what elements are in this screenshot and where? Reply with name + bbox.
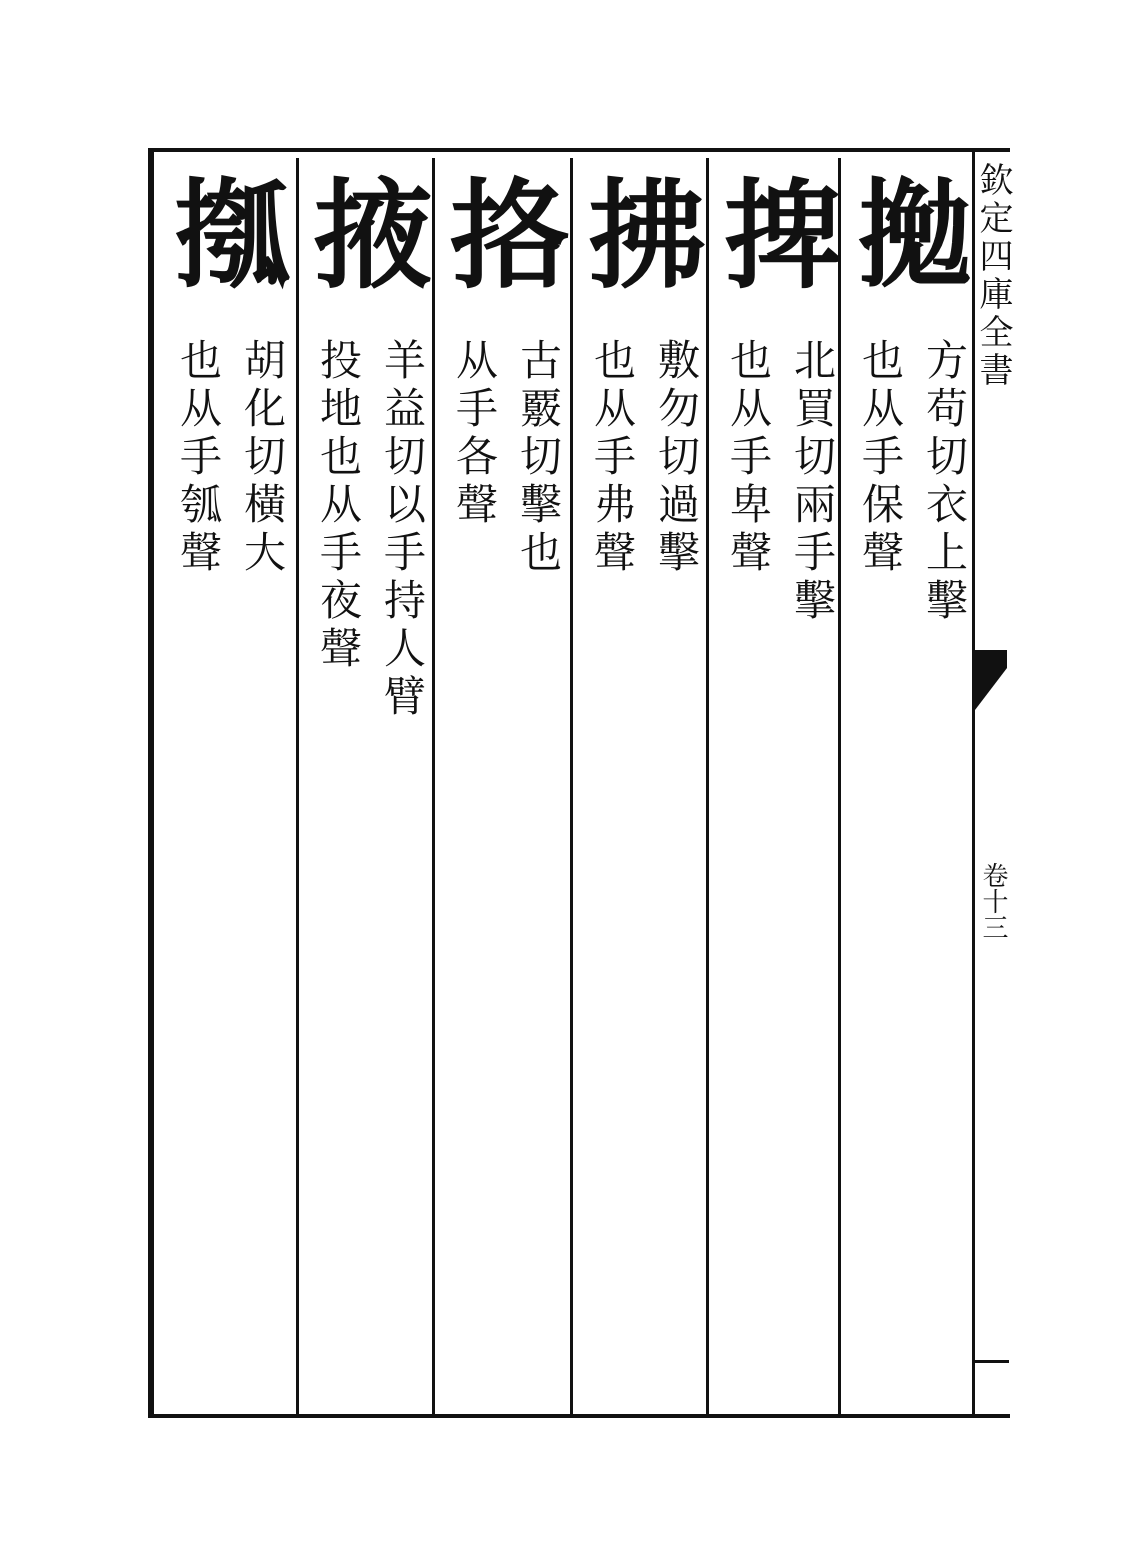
dictionary-entry xyxy=(436,158,568,1408)
seal-character: 捭 xyxy=(723,166,828,305)
gloss-line: 也从手保聲 xyxy=(856,338,905,578)
column-rule xyxy=(296,158,299,1414)
seal-character: 摦 xyxy=(173,166,278,305)
dictionary-entry xyxy=(300,158,432,1408)
margin-tick xyxy=(975,1360,1009,1363)
gloss-line: 方苟切衣上擊 xyxy=(920,338,969,626)
gloss-line: 也从手弗聲 xyxy=(588,338,637,578)
gloss-line: 敷勿切過擊 xyxy=(652,338,701,578)
juan-label: 卷十三 xyxy=(978,862,1008,940)
dictionary-entry xyxy=(842,158,974,1408)
gloss-line: 北買切兩手擊 xyxy=(788,338,837,626)
seal-character: 挌 xyxy=(449,166,554,305)
column-rule xyxy=(570,158,573,1414)
column-rule xyxy=(706,158,709,1414)
fishtail-mark xyxy=(975,650,1007,710)
gloss-line: 古覈切擊也 xyxy=(514,338,563,578)
gloss-line: 投地也从手夜聲 xyxy=(314,338,363,674)
dictionary-entry xyxy=(160,158,292,1408)
margin-title: 欽定四庫全書 xyxy=(973,162,1013,390)
gloss-line: 也从手卑聲 xyxy=(724,338,773,578)
gloss-line: 从手各聲 xyxy=(450,338,499,530)
seal-character: 𢱍 xyxy=(855,166,960,305)
gloss-line: 羊益切以手持人臂 xyxy=(378,338,427,722)
gloss-line: 胡化切橫大 xyxy=(238,338,287,578)
dictionary-entry xyxy=(710,158,842,1408)
margin-column xyxy=(972,150,1013,1416)
dictionary-entry xyxy=(574,158,706,1408)
seal-character: 掖 xyxy=(313,166,418,305)
column-rule xyxy=(432,158,435,1414)
seal-character: 拂 xyxy=(587,166,692,305)
gloss-line: 也从手瓠聲 xyxy=(174,338,223,578)
